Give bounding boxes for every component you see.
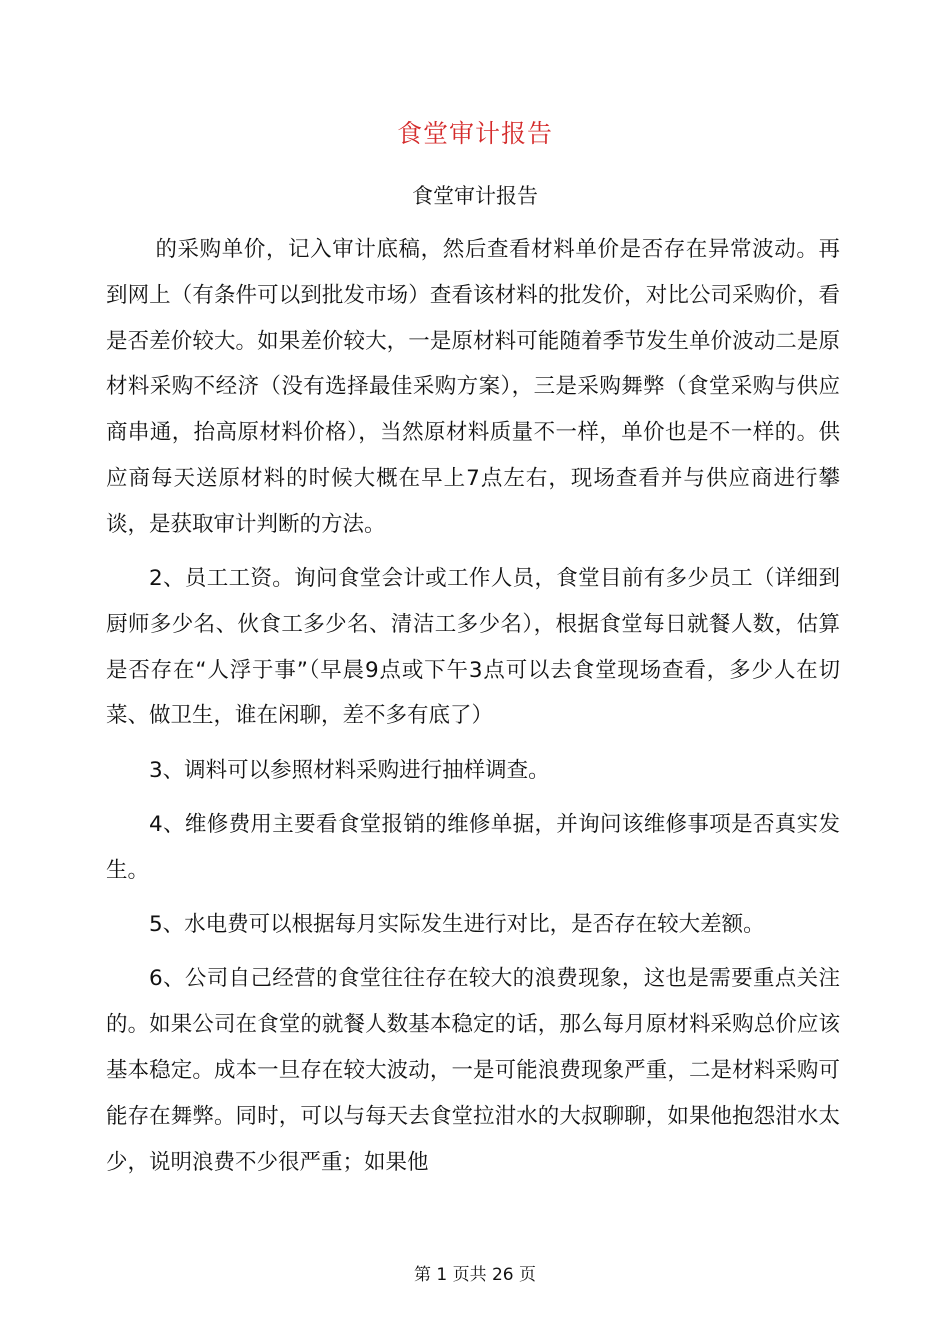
paragraph-repair-costs: 4、维修费用主要看食堂报销的维修单据，并询问该维修事项是否真实发生。 — [106, 812, 840, 883]
paragraph-waste: 6、公司自己经营的食堂往往存在较大的浪费现象，这也是需要重点关注的。如果公司在食堂的就餐人数基本稳定的话，那么每月原材料采购总价应该基本稳定。成本一旦存在较大波动，一是可能浪费现象严重，二是材料采购可能存在舞弊。同时，可以与每天去食堂拉泔水的大叔聊聊，如果他抱怨泔水太少，说明浪费不少很严重；如果他 — [106, 966, 840, 1175]
page-footer: 第 1 页共 26 页 — [413, 1265, 537, 1285]
paragraph-seasoning: 3、调料可以参照材料采购进行抽样调查。 — [149, 757, 550, 783]
document-body — [106, 227, 840, 1194]
paragraph-staff-wages: 2、员工工资。询问食堂会计或工作人员，食堂目前有多少员工（详细到厨师多少名、伙食工多少名、清洁工多少名），根据食堂每日就餐人数，估算是否存在“人浮于事”（早晨9点或下午3点可以去食堂现场查看，多少人在切菜、做卫生，谁在闲聊，差不多有底了） — [106, 566, 840, 729]
paragraph-utilities: 5、水电费可以根据每月实际发生进行对比，是否存在较大差额。 — [149, 912, 765, 938]
document-subtitle: 食堂审计报告 — [412, 184, 538, 208]
document-title: 食堂审计报告 — [396, 119, 553, 148]
paragraph-purchase-price: 的采购单价，记入审计底稿，然后查看材料单价是否存在异常波动。再到网上（有条件可以到批发市场）查看该材料的批发价，对比公司采购价，看是否差价较大。如果差价较大，一是原材料可能随着季节发生单价波动二是原材料采购不经济（没有选择最佳采购方案），三是采购舞弊（食堂采购与供应商串通，抬高原材料价格），当然原材料质量不一样，单价也是不一样的。供应商每天送原材料的时候大概在早上7点左右，现场查看并与供应商进行攀谈，是获取审计判断的方法。 — [106, 237, 840, 537]
